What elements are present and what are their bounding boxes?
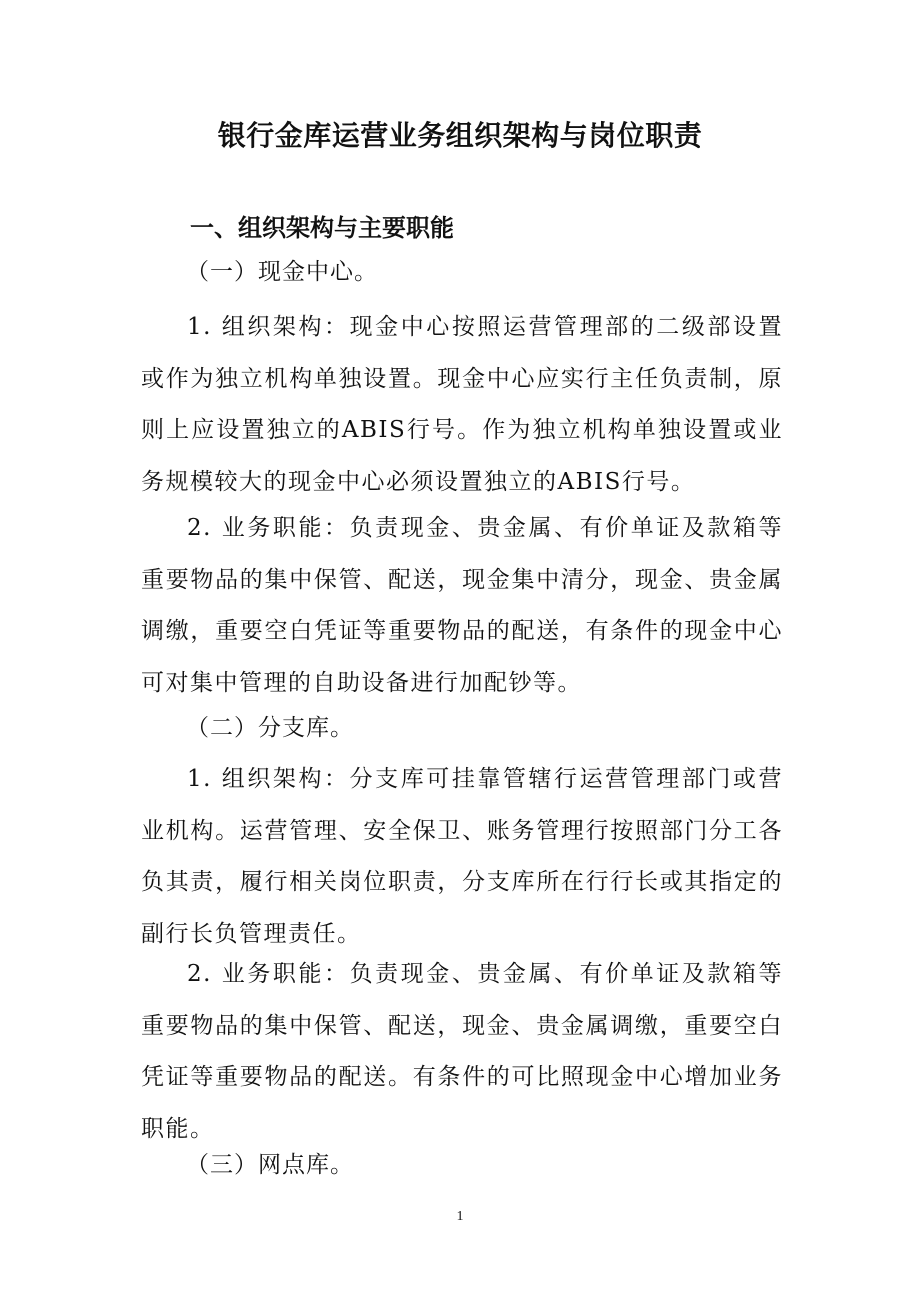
subsection-branch-vault: （二）分支库。 [186, 715, 354, 741]
section-heading: 一、组织架构与主要职能 [190, 214, 454, 242]
subsection-cash-center: （一）现金中心。 [186, 259, 378, 285]
paragraph-branch-vault-functions: 2. 业务职能：负责现金、贵金属、有价单证及款箱等重要物品的集中保管、配送，现金、贵金属调缴，重要空白凭证等重要物品的配送。有条件的可比照现金中心增加业务职能。 [141, 961, 783, 1142]
page-number: 1 [456, 1209, 464, 1224]
paragraph-cash-center-functions: 2. 业务职能：负责现金、贵金属、有价单证及款箱等重要物品的集中保管、配送，现金集中清分，现金、贵金属调缴，重要空白凭证等重要物品的配送，有条件的现金中心可对集中管理的自助设备进行加配钞等。 [141, 515, 783, 696]
paragraph-branch-vault-organization: 1. 组织架构：分支库可挂靠管辖行运营管理部门或营业机构。运营管理、安全保卫、账务管理行按照部门分工各负其责，履行相关岗位职责，分支库所在行行长或其指定的副行长负管理责任。 [141, 766, 783, 947]
document-title: 银行金库运营业务组织架构与岗位职责 [217, 119, 703, 152]
paragraph-cash-center-organization: 1. 组织架构：现金中心按照运营管理部的二级部设置或作为独立机构单独设置。现金中心应实行主任负责制，原则上应设置独立的ABIS行号。作为独立机构单独设置或业务规模较大的现金中心必须设置独立的ABIS行号。 [141, 314, 783, 495]
subsection-outlet-vault: （三）网点库。 [186, 1152, 354, 1178]
